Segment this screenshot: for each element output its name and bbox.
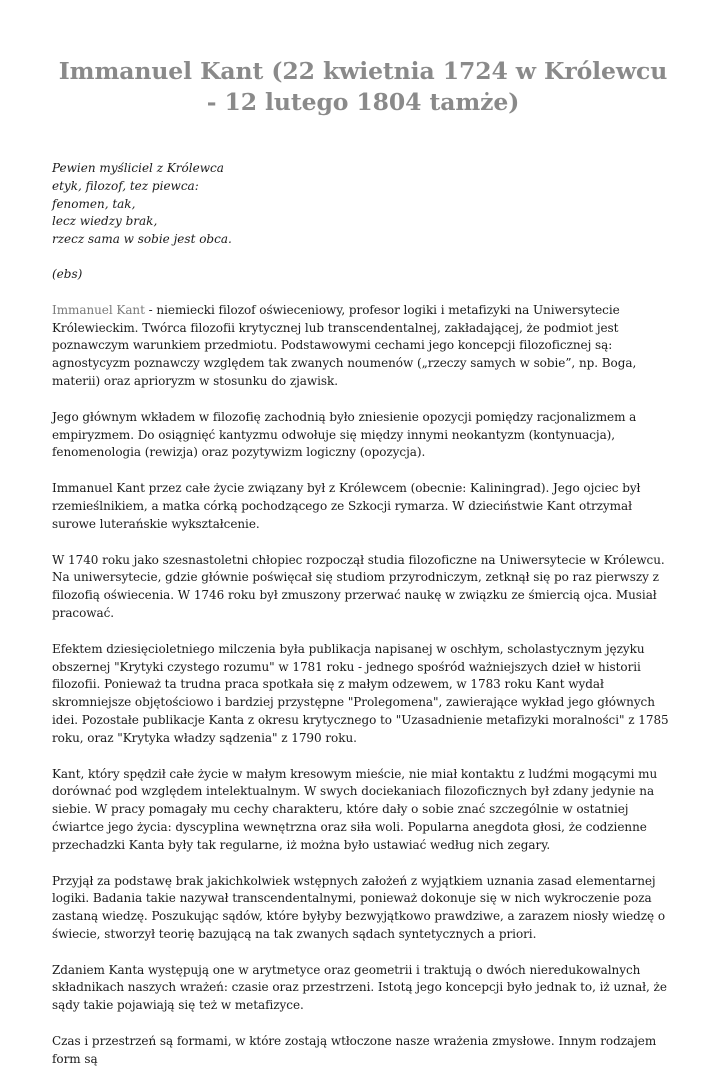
paragraph: W 1740 roku jako szesnastoletni chłopiec rozpoczął studia filozoficzne na Uniwersytecie w Królewcu. Na uniwersytecie, gdzie głównie poświęcał się studiom przyrodniczym, zetknął się po raz pierwszy z filozofią oświecenia. W 1746 roku był zmuszony przerwać naukę w związku ze śmiercią ojca. Musiał pracować. (52, 552, 665, 620)
poem-line: etyk, filozof, tez piewca: (52, 178, 199, 193)
poem-line: rzecz sama w sobie jest obca. (52, 232, 232, 247)
poem (52, 160, 674, 249)
paragraph: Immanuel Kant przez całe życie związany był z Królewcem (obecnie: Kaliningrad). Jego ojciec był rzemieślnikiem, a matka córką pochodzącego ze Szkocji rymarza. W dzieciństwie Kant otrzymał surowe luterańskie wykształcenie. (52, 481, 641, 531)
paragraph: Efektem dziesięcioletniego milczenia była publikacja napisanej w oschłym, scholastycznym języku obszernej "Krytyki czystego rozumu" w 1781 roku - jednego spośród ważniejszych dzieł w historii filozofii. Ponieważ ta trudna praca spotkała się z małym odzewem, w 1783 roku Kant wydał skromniejsze objętościowo i bardziej przystępne "Prolegomena", zawierające wykład jego głównych idei. Pozostałe publikacje Kanta z okresu krytycznego to "Uzasadnienie metafizyki moralności" z 1785 roku, oraz "Krytyka władzy sądzenia" z 1790 roku. (52, 641, 669, 745)
document-page (52, 56, 674, 1087)
paragraph: Zdaniem Kanta występują one w arytmetyce oraz geometrii i traktują o dwóch nieredukowalnych składnikach naszych wrażeń: czasie oraz przestrzeni. Istotą jego koncepcji było jednak to, iż uznał, że sądy takie pojawiają się też w metafizyce. (52, 962, 667, 1013)
page-title: Immanuel Kant (22 kwietnia 1724 w Królewcu - 12 lutego 1804 tamże) (58, 57, 668, 116)
intro-paragraph (52, 302, 674, 391)
author-link[interactable]: Immanuel Kant (52, 302, 145, 317)
paragraph: Przyjął za podstawę brak jakichkolwiek wstępnych założeń z wyjątkiem uznania zasad elementarnej logiki. Badania takie nazywał transcendentalnymi, ponieważ dokonuje się w nich wykroczenie poza zastaną wiedzę. Poszukując sądów, które byłyby bezwyjątkowo prawdziwe, a zarazem niosły wiedzę o świecie, stworzył teorię bazującą na tak zwanych sądach syntetycznych a priori. (52, 873, 666, 941)
poem-line: lecz wiedzy brak, (52, 214, 158, 229)
paragraph: Czas i przestrzeń są formami, w które zostają wtłoczone nasze wrażenia zmysłowe. Innym rodzajem form są (52, 1034, 657, 1066)
intro-text: - niemiecki filozof oświeceniowy, profesor logiki i metafizyki na Uniwersytecie Królewieckim. Twórca filozofii krytycznej lub transcendentalnej, zakładającej, że podmiot jest poznawczym warunkiem przedmiotu. Podstawowymi cechami jego koncepcji filozoficznej są: agnostycyzm poznawczy względem tak zwanych noumenów („rzeczy samych w sobie”, np. Boga, materii) oraz aprioryzm w stosunku do zjawisk. (52, 302, 637, 388)
article-body (52, 302, 674, 1069)
poem-signature: (ebs) (52, 266, 83, 281)
poem-line: fenomen, tak, (52, 196, 136, 211)
paragraph: Jego głównym wkładem w filozofię zachodnią było zniesienie opozycji pomiędzy racjonalizmem a empiryzmem. Do osiągnięć kantyzmu odwołuje się między innymi neokantyzm (kontynuacja), fenomenologia (rewizja) oraz pozytywizm logiczny (opozycja). (52, 409, 637, 460)
poem-line: Pewien myśliciel z Królewca (52, 161, 224, 175)
paragraph: Kant, który spędził całe życie w małym kresowym mieście, nie miał kontaktu z ludźmi mogącymi mu dorównać pod względem intelektualnym. W swych dociekaniach filozoficznych był zdany jedynie na siebie. W pracy pomagały mu cechy charakteru, które dały o sobie znać szczególnie w ostatniej ćwiartce jego życia: dyscyplina wewnętrzna oraz siła woli. Popularna anegdota głosi, że codzienne przechadzki Kanta były tak regularne, iż można było ustawiać według nich zegary. (52, 766, 658, 852)
